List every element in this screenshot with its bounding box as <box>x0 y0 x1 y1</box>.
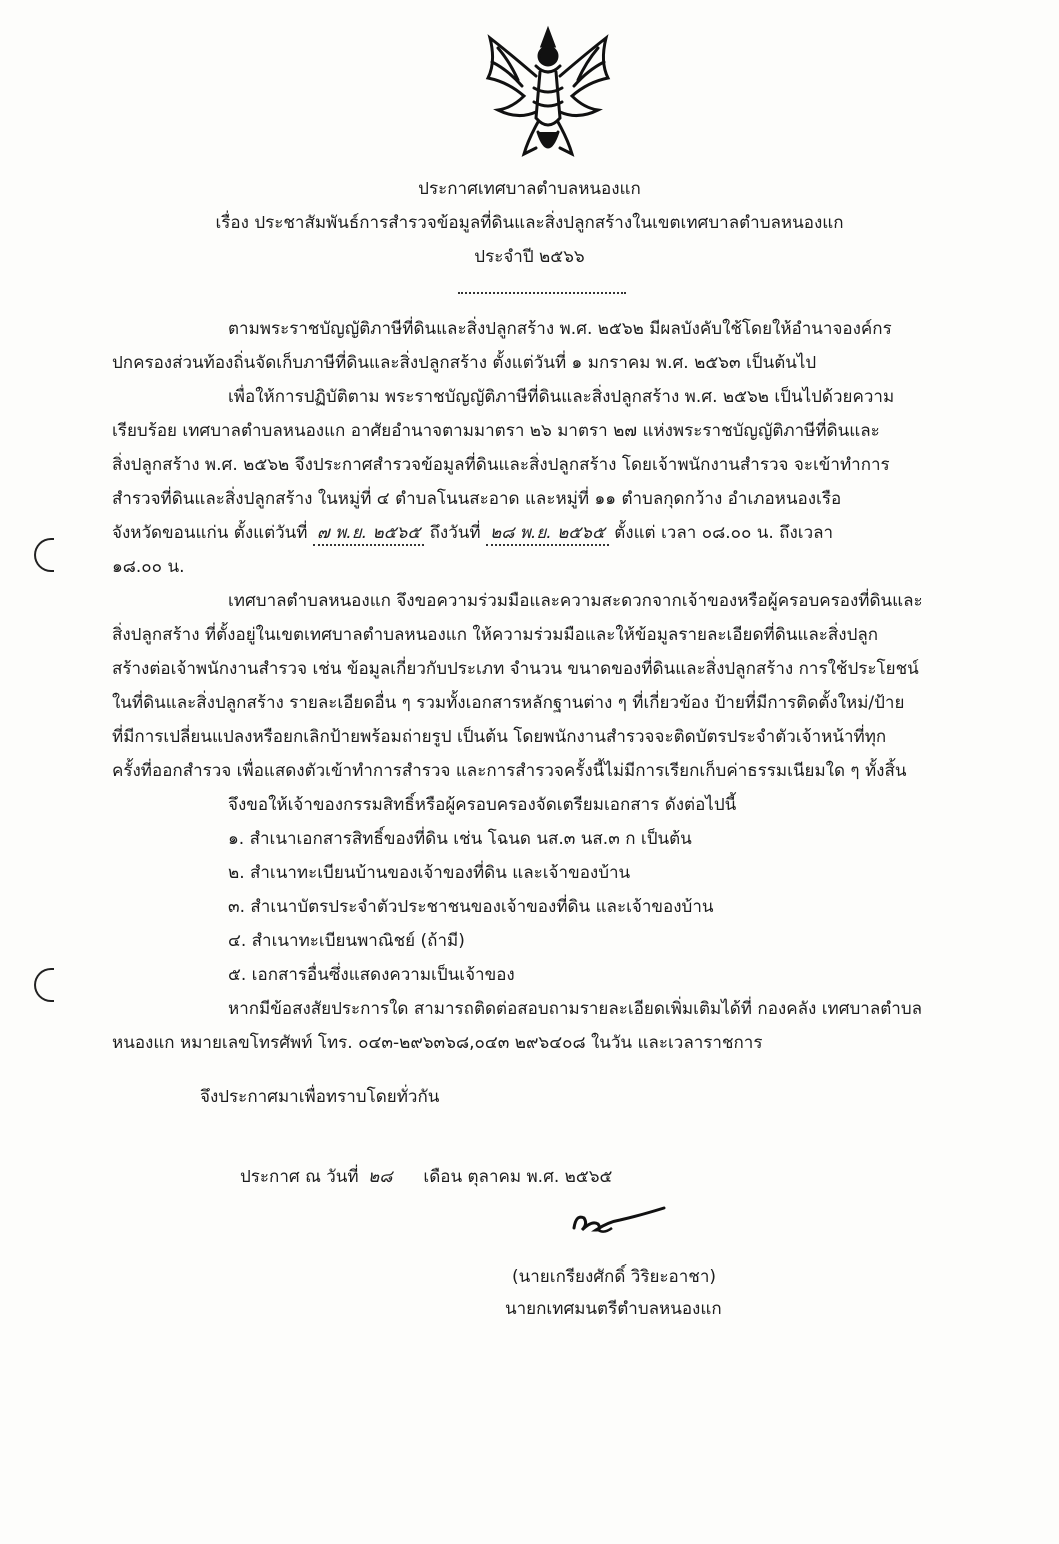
closing-statement: จึงประกาศมาเพื่อทราบโดยทั่วกัน <box>200 1087 440 1107</box>
paragraph3-line: สิ่งปลูกสร้าง ที่ตั้งอยู่ในเขตเทศบาลตำบลหนองแก ให้ความร่วมมือและให้ข้อมูลรายละเอียดที่ดินและสิ่งปลูก <box>112 625 879 645</box>
signer-position: นายกเทศมนตรีตำบลหนองแก <box>505 1299 722 1319</box>
punch-hole-mark <box>34 538 54 572</box>
paragraph2-line: สำรวจที่ดินและสิ่งปลูกสร้าง ในหมู่ที่ ๔ ตำบลโนนสะอาด และหมู่ที่ ๑๑ ตำบลกุดกว้าง อำเภอหนองเรือ <box>112 489 842 509</box>
survey-start-date: ๗ พ.ย. ๒๕๖๕ <box>313 522 424 546</box>
document-title: ประกาศเทศบาลตำบลหนองแก <box>418 179 641 199</box>
document-list-item: ๑. สำเนาเอกสารสิทธิ์ของที่ดิน เช่น โฉนด นส.๓ นส.๓ ก เป็นต้น <box>228 829 692 849</box>
document-subject: เรื่อง ประชาสัมพันธ์การสำรวจข้อมูลที่ดินและสิ่งปลูกสร้างในเขตเทศบาลตำบลหนองแก <box>215 213 844 233</box>
paragraph1-line: ปกครองส่วนท้องถิ่นจัดเก็บภาษีที่ดินและสิ่งปลูกสร้าง ตั้งแต่วันที่ ๑ มกราคม พ.ศ. ๒๕๖๓ เป็นต้นไป <box>112 353 817 373</box>
garuda-emblem-icon <box>478 22 618 170</box>
document-list-intro: จึงขอให้เจ้าของกรรมสิทธิ์หรือผู้ครอบครองจัดเตรียมเอกสาร ดังต่อไปนี้ <box>228 795 737 815</box>
document-list-item: ๓. สำเนาบัตรประจำตัวประชาชนของเจ้าของที่ดิน และเจ้าของบ้าน <box>228 897 714 917</box>
survey-period-suffix: ตั้งแต่ เวลา ๐๘.๐๐ น. ถึงเวลา <box>614 523 834 543</box>
paragraph2-line: เรียบร้อย เทศบาลตำบลหนองแก อาศัยอำนาจตามมาตรา ๒๖ มาตรา ๒๗ แห่งพระราชบัญญัติภาษีที่ดินและ <box>112 421 880 441</box>
document-list-item: ๔. สำเนาทะเบียนพาณิชย์ (ถ้ามี) <box>228 931 465 951</box>
survey-period-prefix: จังหวัดขอนแก่น ตั้งแต่วันที่ <box>112 523 308 543</box>
paragraph3-line: ครั้งที่ออกสำรวจ เพื่อแสดงตัวเข้าทำการสำรวจ และการสำรวจครั้งนี้ไม่มีการเรียกเก็บค่าธรรมเนียมใด ๆ ทั้งสิ้น <box>112 761 907 781</box>
paragraph3-line: สร้างต่อเจ้าพนักงานสำรวจ เช่น ข้อมูลเกี่ยวกับประเภท จำนวน ขนาดของที่ดินและสิ่งปลูกสร้าง การใช้ประโยชน์ <box>112 659 919 679</box>
contact-line: หากมีข้อสงสัยประการใด สามารถติดต่อสอบถามรายละเอียดเพิ่มเติมได้ที่ กองคลัง เทศบาลตำบล <box>228 999 923 1019</box>
paragraph3-line: ในที่ดินและสิ่งปลูกสร้าง รายละเอียดอื่น ๆ รวมทั้งเอกสารหลักฐานต่าง ๆ ที่เกี่ยวข้อง ป้ายที่มีการติดตั้งใหม่/ป้าย <box>112 693 905 713</box>
paragraph1-line: ตามพระราชบัญญัติภาษีที่ดินและสิ่งปลูกสร้าง พ.ศ. ๒๕๖๒ มีผลบังคับใช้โดยให้อำนาจองค์กร <box>228 319 892 339</box>
contact-line: หนองแก หมายเลขโทรศัพท์ โทร. ๐๔๓-๒๙๖๓๖๘,๐๔๓ ๒๙๖๔๐๘ ในวัน และเวลาราชการ <box>112 1033 763 1053</box>
signature-icon <box>568 1200 668 1240</box>
survey-end-time: ๑๘.๐๐ น. <box>112 557 185 577</box>
punch-hole-mark <box>34 968 54 1002</box>
paragraph3-line: ที่มีการเปลี่ยนแปลงหรือยกเลิกป้ายพร้อมถ่ายรูป เป็นต้น โดยพนักงานสำรวจจะติดบัตรประจำตัวเจ้าหน้าที่ทุก <box>112 727 887 747</box>
survey-end-date: ๒๘ พ.ย. ๒๕๖๕ <box>486 522 609 546</box>
announce-day: ๒๘ <box>368 1167 393 1187</box>
signer-name: (นายเกรียงศักดิ์ วิริยะอาชา) <box>512 1267 717 1287</box>
document-list-item: ๕. เอกสารอื่นซึ่งแสดงความเป็นเจ้าของ <box>228 965 515 985</box>
announce-date-line <box>240 1166 612 1188</box>
document-year: ประจำปี ๒๕๖๖ <box>474 247 585 267</box>
title-divider <box>458 292 626 294</box>
document-list-item: ๒. สำเนาทะเบียนบ้านของเจ้าของที่ดิน และเจ้าของบ้าน <box>228 863 631 883</box>
announce-month: เดือน ตุลาคม พ.ศ. ๒๕๖๕ <box>423 1167 613 1187</box>
paragraph2-line: เพื่อให้การปฏิบัติตาม พระราชบัญญัติภาษีที่ดินและสิ่งปลูกสร้าง พ.ศ. ๒๕๖๒ เป็นไปด้วยความ <box>228 387 895 407</box>
survey-period-middle: ถึงวันที่ <box>429 523 481 543</box>
announce-label: ประกาศ ณ วันที่ <box>240 1167 359 1187</box>
paragraph2-line: สิ่งปลูกสร้าง พ.ศ. ๒๕๖๒ จึงประกาศสำรวจข้อมูลที่ดินและสิ่งปลูกสร้าง โดยเจ้าพนักงานสำรวจ จะเข้าทำการ <box>112 455 890 475</box>
paragraph3-line: เทศบาลตำบลหนองแก จึงขอความร่วมมือและความสะดวกจากเจ้าของหรือผู้ครอบครองที่ดินและ <box>228 591 923 611</box>
survey-period-line <box>112 522 833 546</box>
